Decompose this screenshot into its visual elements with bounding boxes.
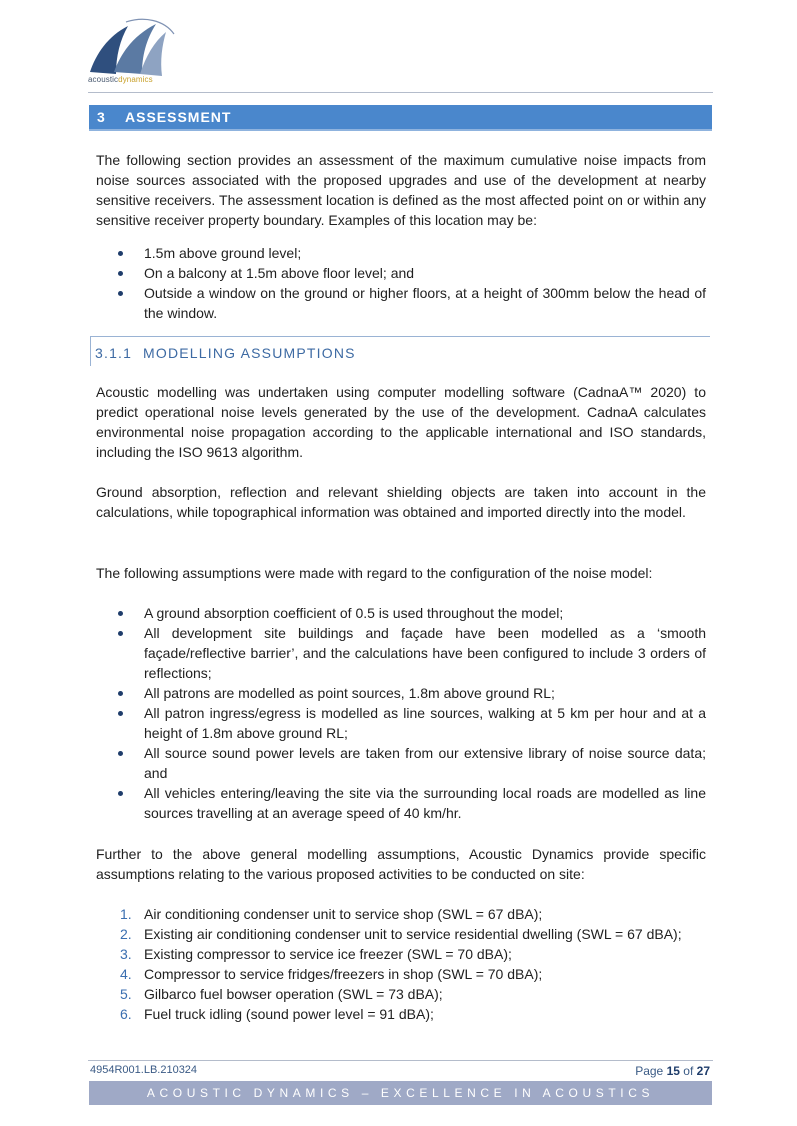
page-label: Page — [635, 1064, 664, 1078]
list-item — [96, 924, 706, 944]
footer-tagline: ACOUSTIC DYNAMICS – EXCELLENCE IN ACOUSTICS — [89, 1081, 712, 1105]
list-item-text: All development site buildings and façade have been modelled as a ‘smooth façade/reflective barrier’, and the calculations have been configured to include 3 orders of reflections; — [144, 625, 706, 681]
list-item — [96, 263, 706, 283]
list-item-text: Existing compressor to service ice freezer (SWL = 70 dBA); — [144, 946, 512, 962]
list-item-text: All source sound power levels are taken from our extensive library of noise source data; and — [144, 745, 706, 781]
list-item-text: Existing air conditioning condenser unit to service residential dwelling (SWL = 67 dBA); — [144, 926, 682, 942]
list-number: 2. — [120, 926, 132, 942]
list-item — [96, 783, 706, 823]
page-total: 27 — [696, 1064, 710, 1078]
logo-wordmark-part2: dynamics — [118, 75, 153, 84]
list-item-text: Gilbarco fuel bowser operation (SWL = 73 dBA); — [144, 986, 443, 1002]
list-item — [96, 623, 706, 683]
list-item — [96, 1004, 706, 1024]
list-item-text: A ground absorption coefficient of 0.5 is used throughout the model; — [144, 605, 564, 621]
logo-wordmark — [88, 75, 153, 84]
list-item — [96, 283, 706, 323]
list-number: 6. — [120, 1006, 132, 1022]
bullet-icon — [118, 271, 123, 276]
list-item — [96, 703, 706, 743]
list-item — [96, 743, 706, 783]
list-number: 4. — [120, 966, 132, 982]
subsection-heading — [90, 336, 710, 366]
bullet-icon — [118, 711, 123, 716]
list-item — [96, 964, 706, 984]
page-of: of — [683, 1064, 694, 1078]
bullet-icon — [118, 291, 123, 296]
list-item-text: 1.5m above ground level; — [144, 245, 302, 261]
section-title: ASSESSMENT — [125, 109, 232, 125]
activity-numbered-list — [96, 904, 706, 1024]
list-number: 3. — [120, 946, 132, 962]
page-current: 15 — [666, 1064, 680, 1078]
bullet-icon — [118, 791, 123, 796]
section-heading-bar — [89, 105, 712, 131]
bullet-icon — [118, 251, 123, 256]
footer-divider — [88, 1060, 713, 1061]
list-item-text: All patrons are modelled as point sources, 1.8m above ground RL; — [144, 685, 555, 701]
logo-wordmark-part1: acoustic — [88, 75, 119, 84]
list-item — [96, 984, 706, 1004]
list-item — [96, 944, 706, 964]
list-item-text: Compressor to service fridges/freezers in shop (SWL = 70 dBA); — [144, 966, 543, 982]
location-bullet-list — [96, 243, 706, 323]
modelling-paragraph-2: Ground absorption, reflection and relevant shielding objects are taken into account in the calculations, while topographical information was obtained and imported directly into the model. — [96, 484, 706, 520]
bullet-icon — [118, 751, 123, 756]
page-number — [635, 1064, 710, 1078]
document-reference: 4954R001.LB.210324 — [90, 1064, 198, 1076]
assumption-bullet-list — [96, 603, 706, 823]
list-item-text: All patron ingress/egress is modelled as line sources, walking at 5 km per hour and at a height of 1.8m above ground RL; — [144, 705, 706, 741]
list-item — [96, 683, 706, 703]
list-number: 1. — [120, 906, 132, 922]
bullet-icon — [118, 691, 123, 696]
list-item-text: All vehicles entering/leaving the site via the surrounding local roads are modelled as line sources travelling at an average speed of 40 km/hr. — [144, 785, 706, 821]
header-divider — [88, 92, 713, 93]
modelling-paragraph-3: The following assumptions were made with regard to the configuration of the noise model: — [96, 565, 653, 581]
bullet-icon — [118, 611, 123, 616]
list-item — [96, 603, 706, 623]
list-item-text: Air conditioning condenser unit to service shop (SWL = 67 dBA); — [144, 906, 543, 922]
modelling-paragraph-4: Further to the above general modelling assumptions, Acoustic Dynamics provide specific assumptions relating to the various proposed activities to be conducted on site: — [96, 846, 706, 882]
list-item-text: On a balcony at 1.5m above floor level; and — [144, 265, 415, 281]
subsection-number: 3.1.1 — [95, 345, 133, 361]
list-number: 5. — [120, 986, 132, 1002]
section-intro-paragraph: The following section provides an assessment of the maximum cumulative noise impacts from noise sources associated with the proposed upgrades and use of the development at nearby sensitive receivers. The assessment location is defined as the most affected point on or within any sensitive receiver property boundary. Examples of this location may be: — [96, 152, 706, 228]
subsection-title: MODELLING ASSUMPTIONS — [143, 345, 356, 361]
list-item-text: Outside a window on the ground or higher floors, at a height of 300mm below the head of the window. — [144, 285, 706, 321]
list-item — [96, 904, 706, 924]
section-number: 3 — [97, 109, 106, 125]
list-item-text: Fuel truck idling (sound power level = 91 dBA); — [144, 1006, 434, 1022]
list-item — [96, 243, 706, 263]
bullet-icon — [118, 631, 123, 636]
modelling-paragraph-1: Acoustic modelling was undertaken using computer modelling software (CadnaA™ 2020) to predict operational noise levels generated by the use of the development. CadnaA calculates environmental noise propagation according to the applicable international and ISO standards, including the ISO 9613 algorithm. — [96, 384, 706, 460]
